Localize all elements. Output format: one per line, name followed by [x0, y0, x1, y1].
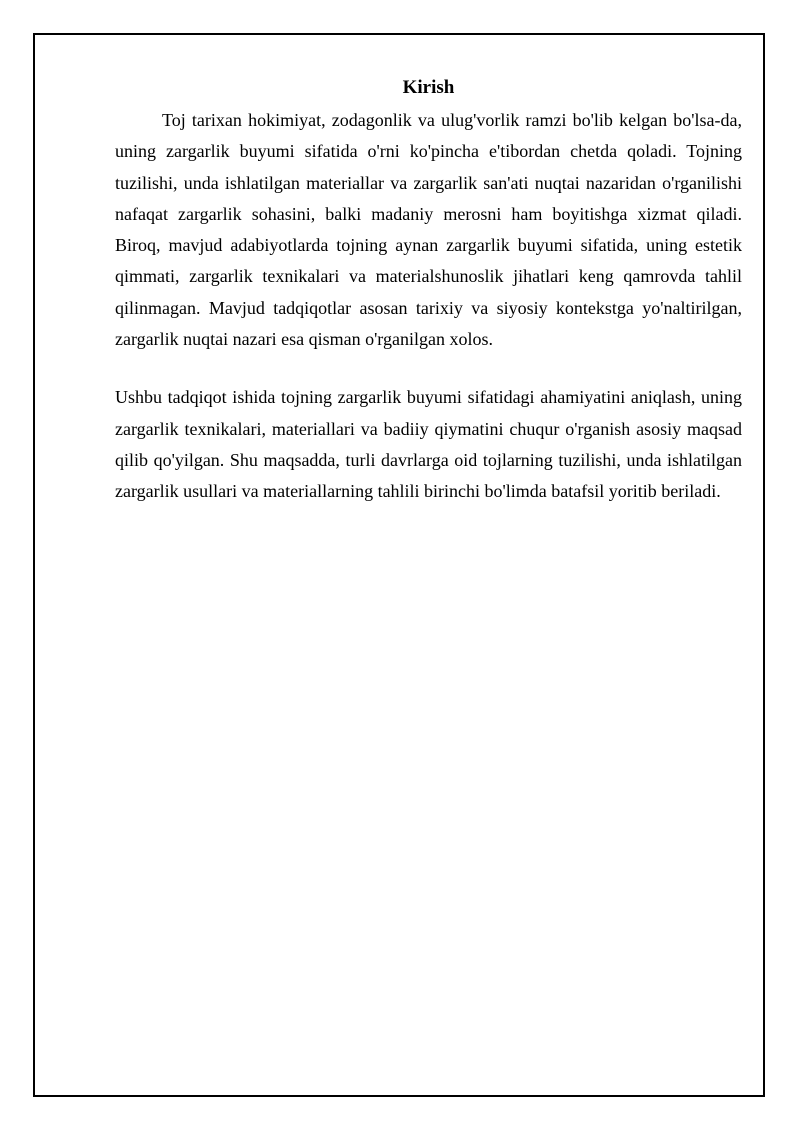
section-title: Kirish — [402, 77, 455, 98]
intro-paragraph-1: Toj tarixan hokimiyat, zodagonlik va ulug'vorlik ramzi bo'lib kelgan bo'lsa-da, uning zargarlik buyumi sifatida o'rni ko'pincha e'tibordan chetda qoladi. Tojning tuzilishi, unda ishlatilgan materiallar va zargarlik san'ati nuqtai nazaridan o'rganilishi nafaqat zargarlik sohasini, balki madaniy merosni ham boyitishga xizmat qiladi. Biroq, mavjud adabiyotlarda tojning aynan zargarlik buyumi sifatida, uning estetik qimmati, zargarlik texnikalari va materialshunoslik jihatlari keng qamrovda tahlil qilinmagan. Mavjud tadqiqotlar asosan tarixiy va siyosiy kontekstga yo'naltirilgan, zargarlik nuqtai nazari esa qisman o'rganilgan xolos. — [115, 110, 742, 350]
document-body — [115, 74, 742, 508]
paragraph-gap — [115, 355, 742, 382]
intro-paragraph-2: Ushbu tadqiqot ishida tojning zargarlik buyumi sifatidagi ahamiyatini aniqlash, uning zargarlik texnikalari, materiallari va badiiy qiymatini chuqur o'rganish asosiy maqsad qilib qo'yilgan. Shu maqsadda, turli davrlarga oid tojlarning tuzilishi, unda ishlatilgan zargarlik usullari va materiallarning tahlili birinchi bo'limda batafsil yoritib beriladi. — [115, 387, 742, 502]
